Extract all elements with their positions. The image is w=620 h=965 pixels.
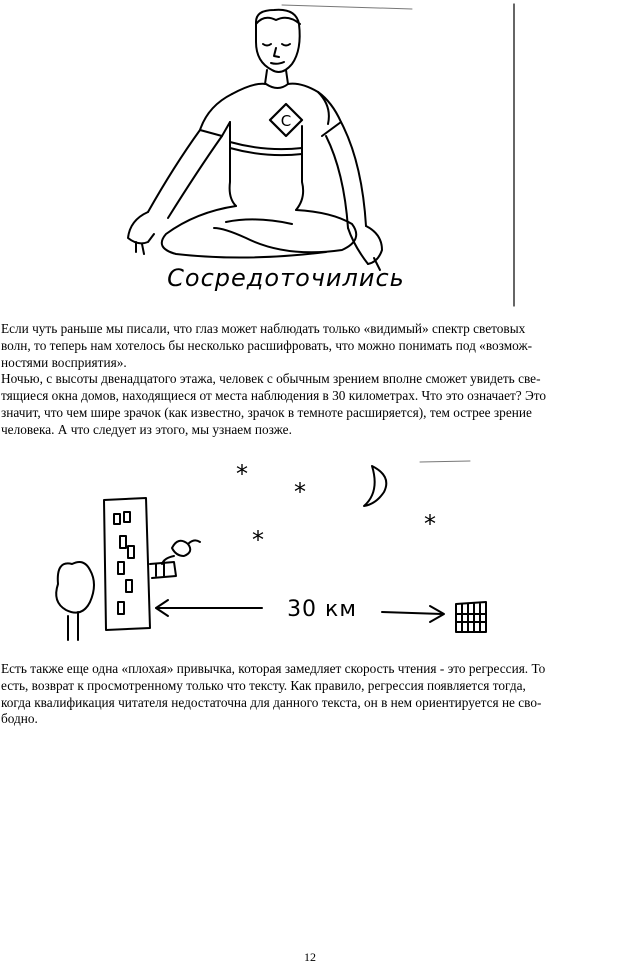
- text-line: Есть также еще одна «плохая» привычка, которая замедляет скорость чтения - это регрессия. То: [1, 661, 546, 676]
- body-text-top: [1, 321, 619, 439]
- text-line: тящиеся окна домов, находящиеся от места наблюдения в 30 километрах. Что это означает? Это: [1, 388, 547, 404]
- text-line: когда квалификация читателя недостаточна для данного текста, он в нем ориентируется не сво-: [1, 694, 542, 710]
- text-line: человека. А что следует из этого, мы узнаем позже.: [1, 421, 292, 437]
- page-number: 12: [304, 950, 316, 964]
- tall-building: [104, 498, 150, 630]
- scan-line-top: [282, 5, 412, 9]
- moon-icon: [364, 466, 386, 506]
- star-icon: *: [294, 478, 306, 506]
- star-icon: *: [424, 510, 436, 538]
- text-line: Если чуть раньше мы писали, что глаз может наблюдать только «видимый» спектр световых: [1, 321, 526, 336]
- meditation-caption: Сосредоточились: [167, 264, 405, 292]
- scan-line: [420, 461, 470, 462]
- shirt-badge: [270, 104, 302, 136]
- text-line: есть, возврат к просмотренному только что тексту. Как правило, регрессия появляется тогда,: [1, 677, 526, 693]
- meditating-man-figure: [128, 10, 382, 270]
- shirt-badge-letter: С: [280, 112, 292, 130]
- tree-drawing: [56, 562, 94, 640]
- meditation-illustration: [96, 2, 526, 307]
- distance-label: 30 км: [287, 597, 357, 622]
- text-line: волн, то теперь нам хотелось бы несколько расшифровать, что можно понимать под «возмож-: [1, 337, 533, 353]
- body-text-bottom: [1, 661, 619, 728]
- star-icon: *: [236, 460, 248, 488]
- text-line: Ночью, с высоты двенадцатого этажа, человек с обычным зрением вполне сможет увидеть све-: [1, 371, 541, 387]
- text-line: значит, что чем шире зрачок (как известно, зрачок в темноте расширяется), тем острее зрение: [1, 404, 532, 420]
- text-line: бодно.: [1, 711, 38, 727]
- star-icon: *: [252, 526, 264, 554]
- night-distance-illustration: [46, 452, 516, 648]
- text-line: ностями восприятия».: [1, 354, 127, 370]
- observer-on-balcony: [150, 540, 200, 578]
- distant-building: [456, 602, 486, 632]
